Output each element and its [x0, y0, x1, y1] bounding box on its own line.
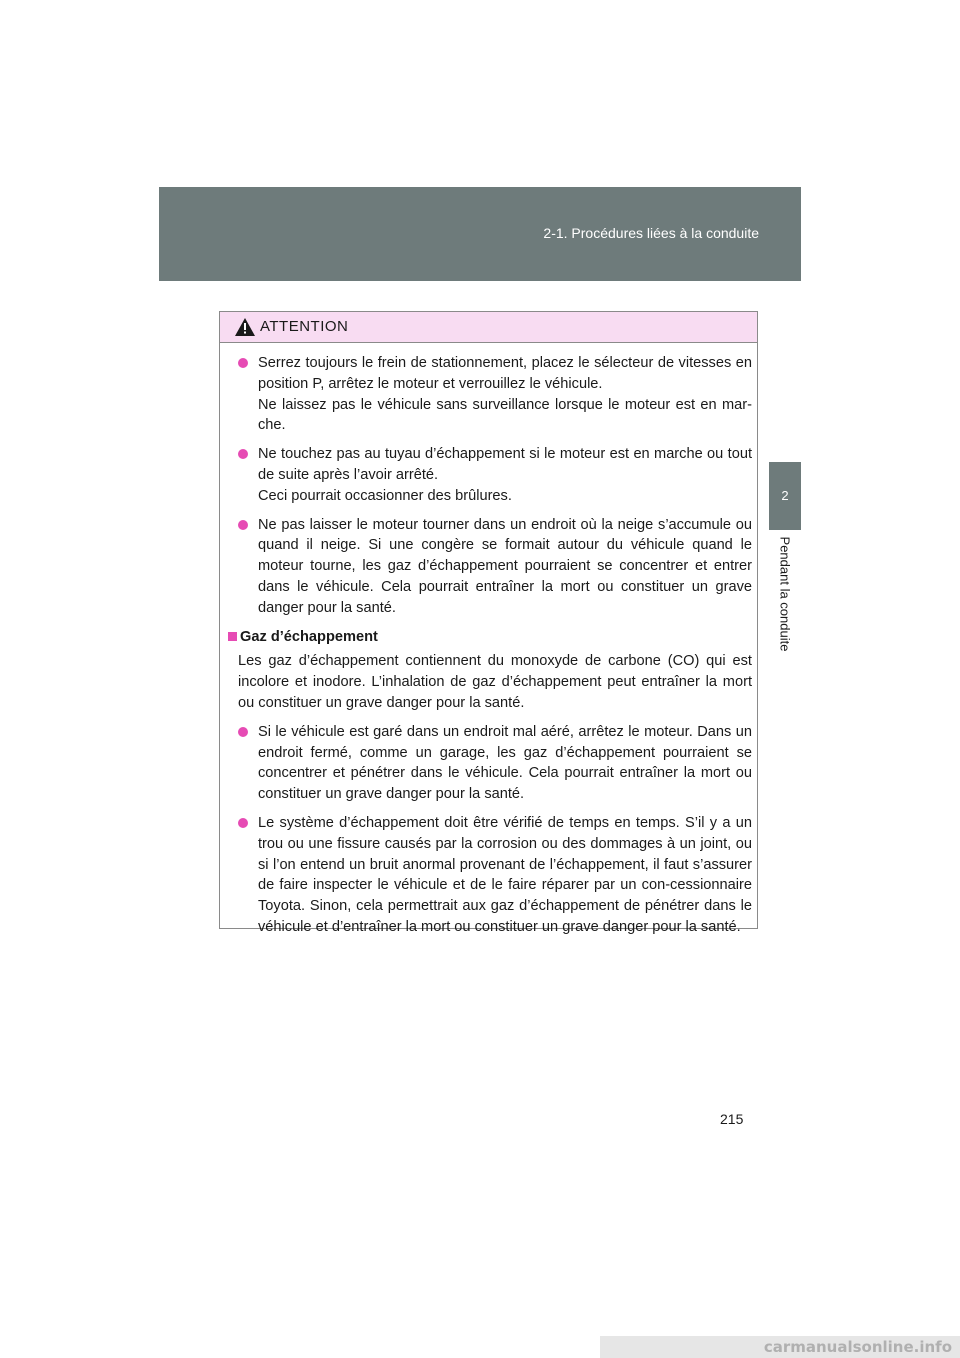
- bullet-dot-icon: [238, 818, 248, 828]
- bullet-dot-icon: [238, 449, 248, 459]
- bullet-dot-icon: [238, 520, 248, 530]
- section-intro: Les gaz d’échappement contiennent du monoxyde de carbone (CO) qui est incolore et inodore. L’inhalation de gaz d’échappement peut entraîner la mort ou constituer un grave danger pour la santé.: [238, 653, 752, 711]
- warning-bullet-text: Ne pas laisser le moteur tourner dans un endroit où la neige s’accumule ou quand il neige. Si une congère se formait autour du véhicule quand le moteur tourne, les gaz d’échappement pourraient se concentrer et entrer dans le véhicule. Cela pourrait entraîner la mort ou constituer un grave danger pour la santé.: [258, 516, 752, 616]
- warning-bullet-text: Ceci pourrait occasionner des brûlures.: [258, 487, 512, 504]
- chapter-side-tab: [769, 462, 801, 530]
- square-bullet-icon: [228, 632, 237, 641]
- section-heading-text: Gaz d’échappement: [240, 628, 378, 645]
- warning-box: [219, 311, 758, 935]
- warning-body: [220, 343, 757, 956]
- bullet-dot-icon: [238, 358, 248, 368]
- warning-title: ATTENTION: [260, 318, 349, 335]
- chapter-title: 2-1. Procédures liées à la conduite: [543, 225, 759, 241]
- warning-bullet-text: Ne touchez pas au tuyau d’échappement si le moteur est en marche ou tout de suite après l’avoir arrêté.: [258, 446, 752, 483]
- chapter-side-label: Pendant la conduite: [777, 536, 793, 652]
- section-bullet-text: Le système d’échappement doit être vérifié de temps en temps. S’il y a un trou ou une fissure causés par la corrosion ou des dommages à un joint, ou si l’on entend un bruit anormal provenant de l’échappement, il faut s’assurer de faire inspecter le véhicule et de le faire réparer par un con-cessionnaire Toyota. Sinon, cela permettrait aux gaz d’échappement de pénétrer dans le véhicule et d’entraîner la mort ou constituer un grave danger pour la santé.: [258, 814, 752, 935]
- warning-bullet-text: Serrez toujours le frein de stationnement, placez le sélecteur de vitesses en position P, arrêtez le moteur et verrouillez le véhicule.: [258, 355, 752, 392]
- bullet-dot-icon: [238, 727, 248, 737]
- warning-header: [220, 312, 757, 343]
- section-bullet: [236, 722, 752, 805]
- section-bullet-text: Si le véhicule est garé dans un endroit mal aéré, arrêtez le moteur. Dans un endroit fermé, comme un garage, les gaz d’échappement pourraient se concentrer et pénétrer dans le véhicule. Cela pourrait entraîner la mort ou constituer un grave danger pour la santé.: [258, 723, 752, 803]
- warning-bullet: [236, 444, 752, 506]
- chapter-header-band: [159, 187, 801, 281]
- section-bullet: [236, 813, 752, 938]
- section-heading: [228, 627, 752, 648]
- warning-bullet: [236, 515, 752, 619]
- warning-triangle-icon: [235, 318, 255, 336]
- page-number: 215: [720, 1111, 744, 1127]
- warning-bullet-text: Ne laissez pas le véhicule sans surveillance lorsque le moteur est en mar-che.: [258, 396, 752, 434]
- chapter-number: 2: [781, 488, 789, 503]
- watermark: carmanualsonline.info: [600, 1336, 960, 1358]
- warning-bullet: [236, 353, 752, 436]
